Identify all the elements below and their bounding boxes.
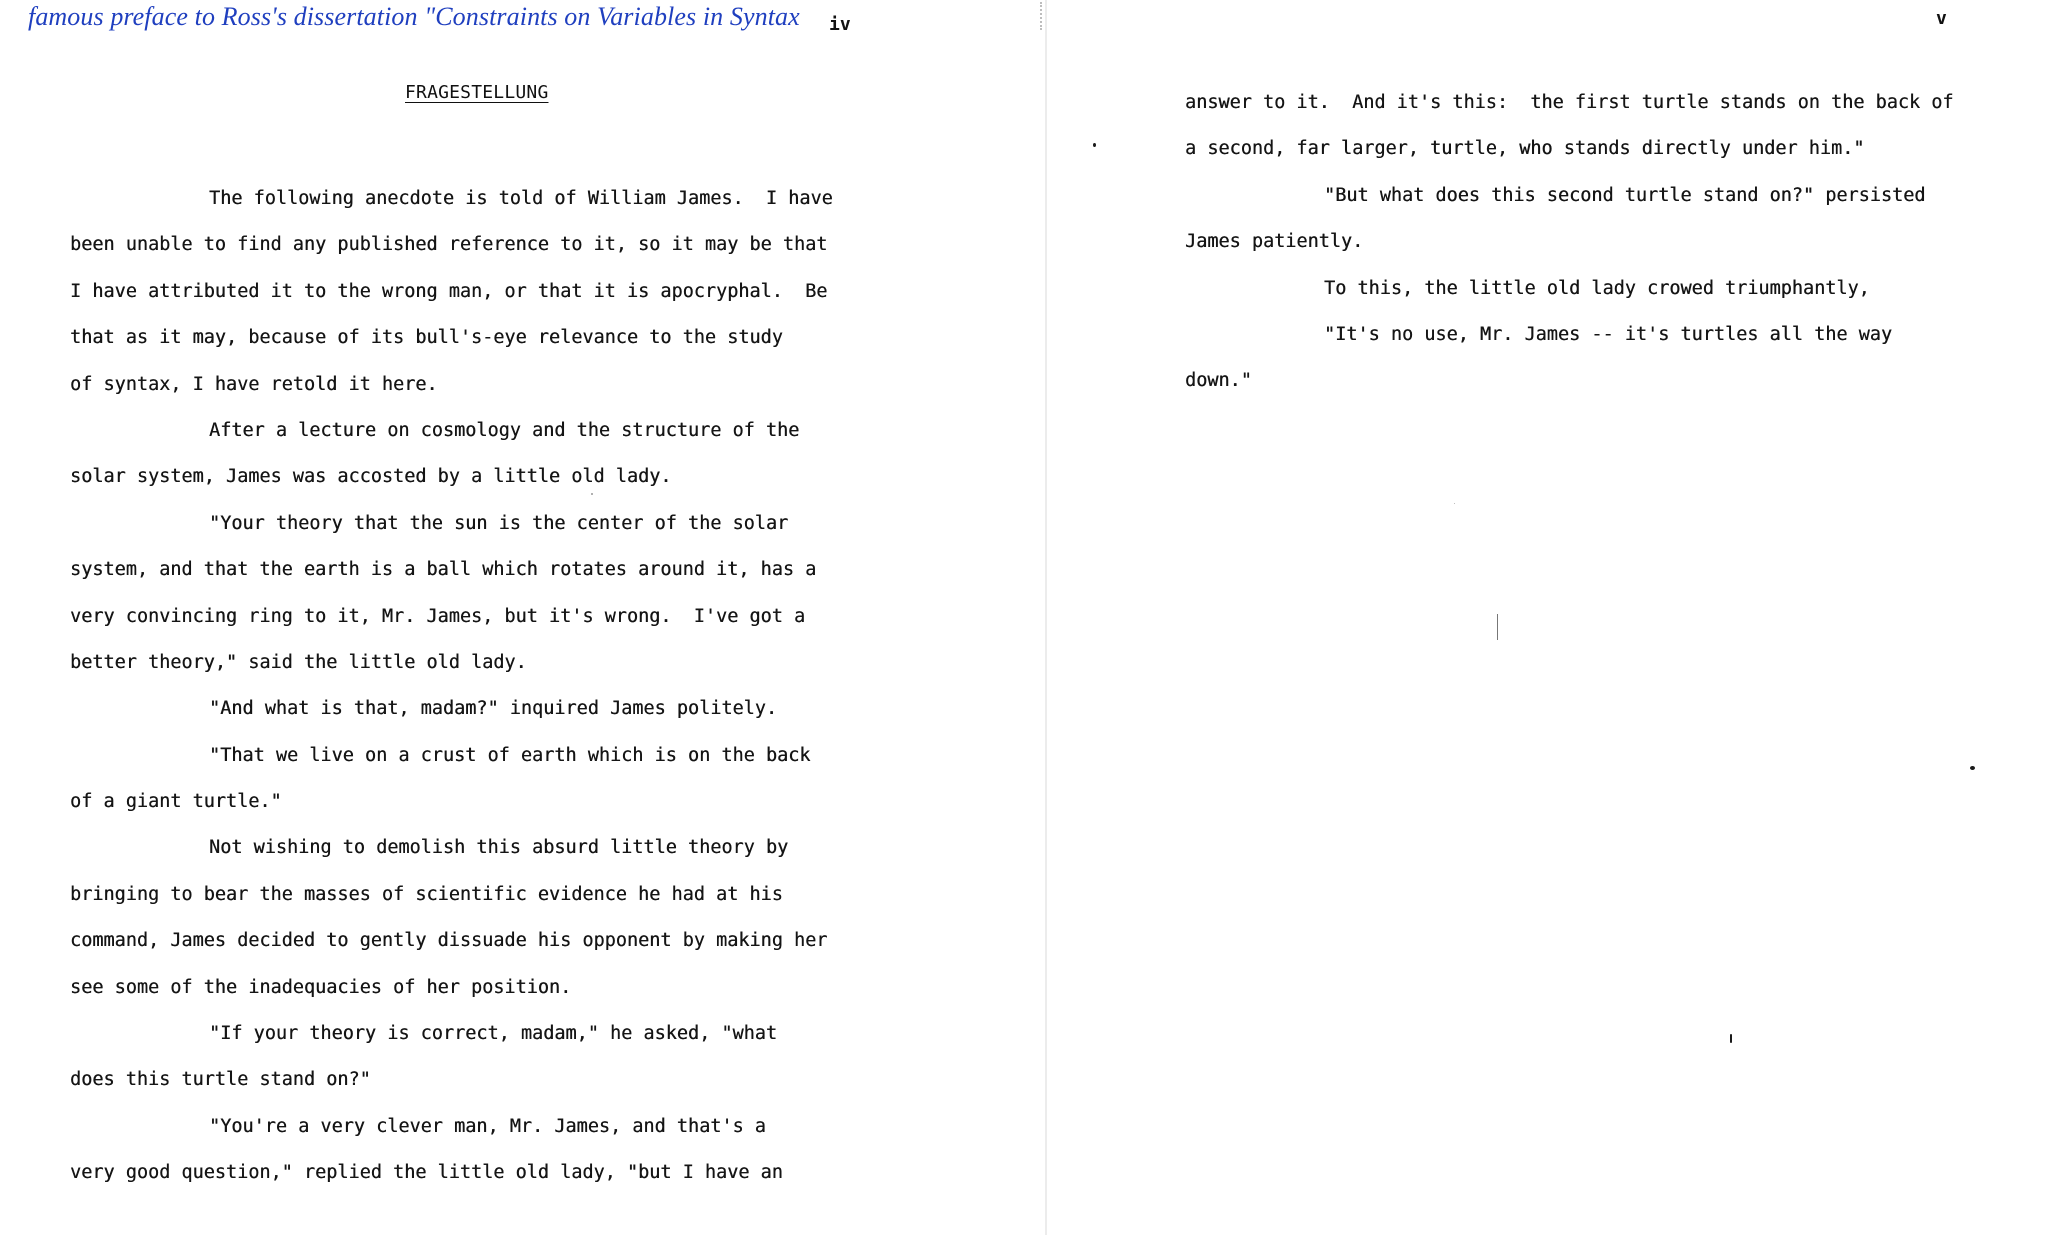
text-line: been unable to find any published reference to it, so it may be that	[70, 234, 828, 256]
text-line: better theory," said the little old lady.	[70, 651, 527, 673]
text-line: "But what does this second turtle stand on?" persisted	[1324, 184, 1926, 206]
handwritten-annotation: famous preface to Ross's dissertation "Constraints on Variables in Syntax	[28, 2, 800, 31]
text-line: The following anecdote is told of William James. I have	[209, 188, 833, 209]
text-line: of a giant turtle."	[70, 791, 282, 813]
scan-speck	[591, 493, 593, 495]
text-line: does this turtle stand on?"	[70, 1069, 371, 1091]
text-line: To this, the little old lady crowed triumphantly,	[1324, 277, 1870, 299]
scan-speck	[1093, 143, 1096, 147]
text-line: that as it may, because of its bull's-eye relevance to the study	[70, 327, 783, 349]
text-line: "That we live on a crust of earth which is on the back	[209, 744, 811, 766]
text-line: "Your theory that the sun is the center of the solar	[209, 512, 789, 534]
text-line: very convincing ring to it, Mr. James, but it's wrong. I've got a	[70, 605, 806, 627]
scan-speck	[1730, 1034, 1732, 1043]
right-page	[1048, 0, 2048, 1235]
text-line: answer to it. And it's this: the first turtle stands on the back of	[1185, 92, 1954, 113]
text-line: a second, far larger, turtle, who stands directly under him."	[1185, 138, 1865, 160]
text-cursor-mark	[1497, 614, 1498, 640]
right-page-body	[1185, 80, 1954, 405]
text-line: James patiently.	[1185, 231, 1364, 253]
scan-speck	[1454, 503, 1455, 504]
text-line: "If your theory is correct, madam," he asked, "what	[209, 1023, 778, 1045]
page-number-left: iv	[829, 14, 851, 35]
text-line: bringing to bear the masses of scientific evidence he had at his	[70, 883, 783, 905]
page-divider-dots	[1040, 2, 1044, 30]
text-line: command, James decided to gently dissuade his opponent by making her	[70, 930, 828, 952]
text-line: "It's no use, Mr. James -- it's turtles all the way	[1324, 323, 1893, 345]
text-line: system, and that the earth is a ball which rotates around it, has a	[70, 559, 817, 581]
text-line: "You're a very clever man, Mr. James, and that's a	[209, 1115, 766, 1137]
text-line: down."	[1185, 370, 1252, 392]
left-page-body	[70, 176, 833, 1197]
text-line: very good question," replied the little old lady, "but I have an	[70, 1162, 783, 1184]
section-heading: FRAGESTELLUNG	[405, 82, 549, 103]
page-number-right: v	[1936, 8, 1947, 29]
text-line: see some of the inadequacies of her position.	[70, 976, 572, 998]
text-line: I have attributed it to the wrong man, or that it is apocryphal. Be	[70, 280, 828, 302]
page-divider	[1045, 0, 1047, 1235]
text-line: "And what is that, madam?" inquired James politely.	[209, 698, 778, 720]
text-line: solar system, James was accosted by a little old lady.	[70, 466, 672, 488]
scan-speck	[1970, 766, 1975, 770]
text-line: Not wishing to demolish this absurd little theory by	[209, 837, 789, 859]
text-line: After a lecture on cosmology and the structure of the	[209, 419, 800, 441]
text-line: of syntax, I have retold it here.	[70, 373, 438, 395]
